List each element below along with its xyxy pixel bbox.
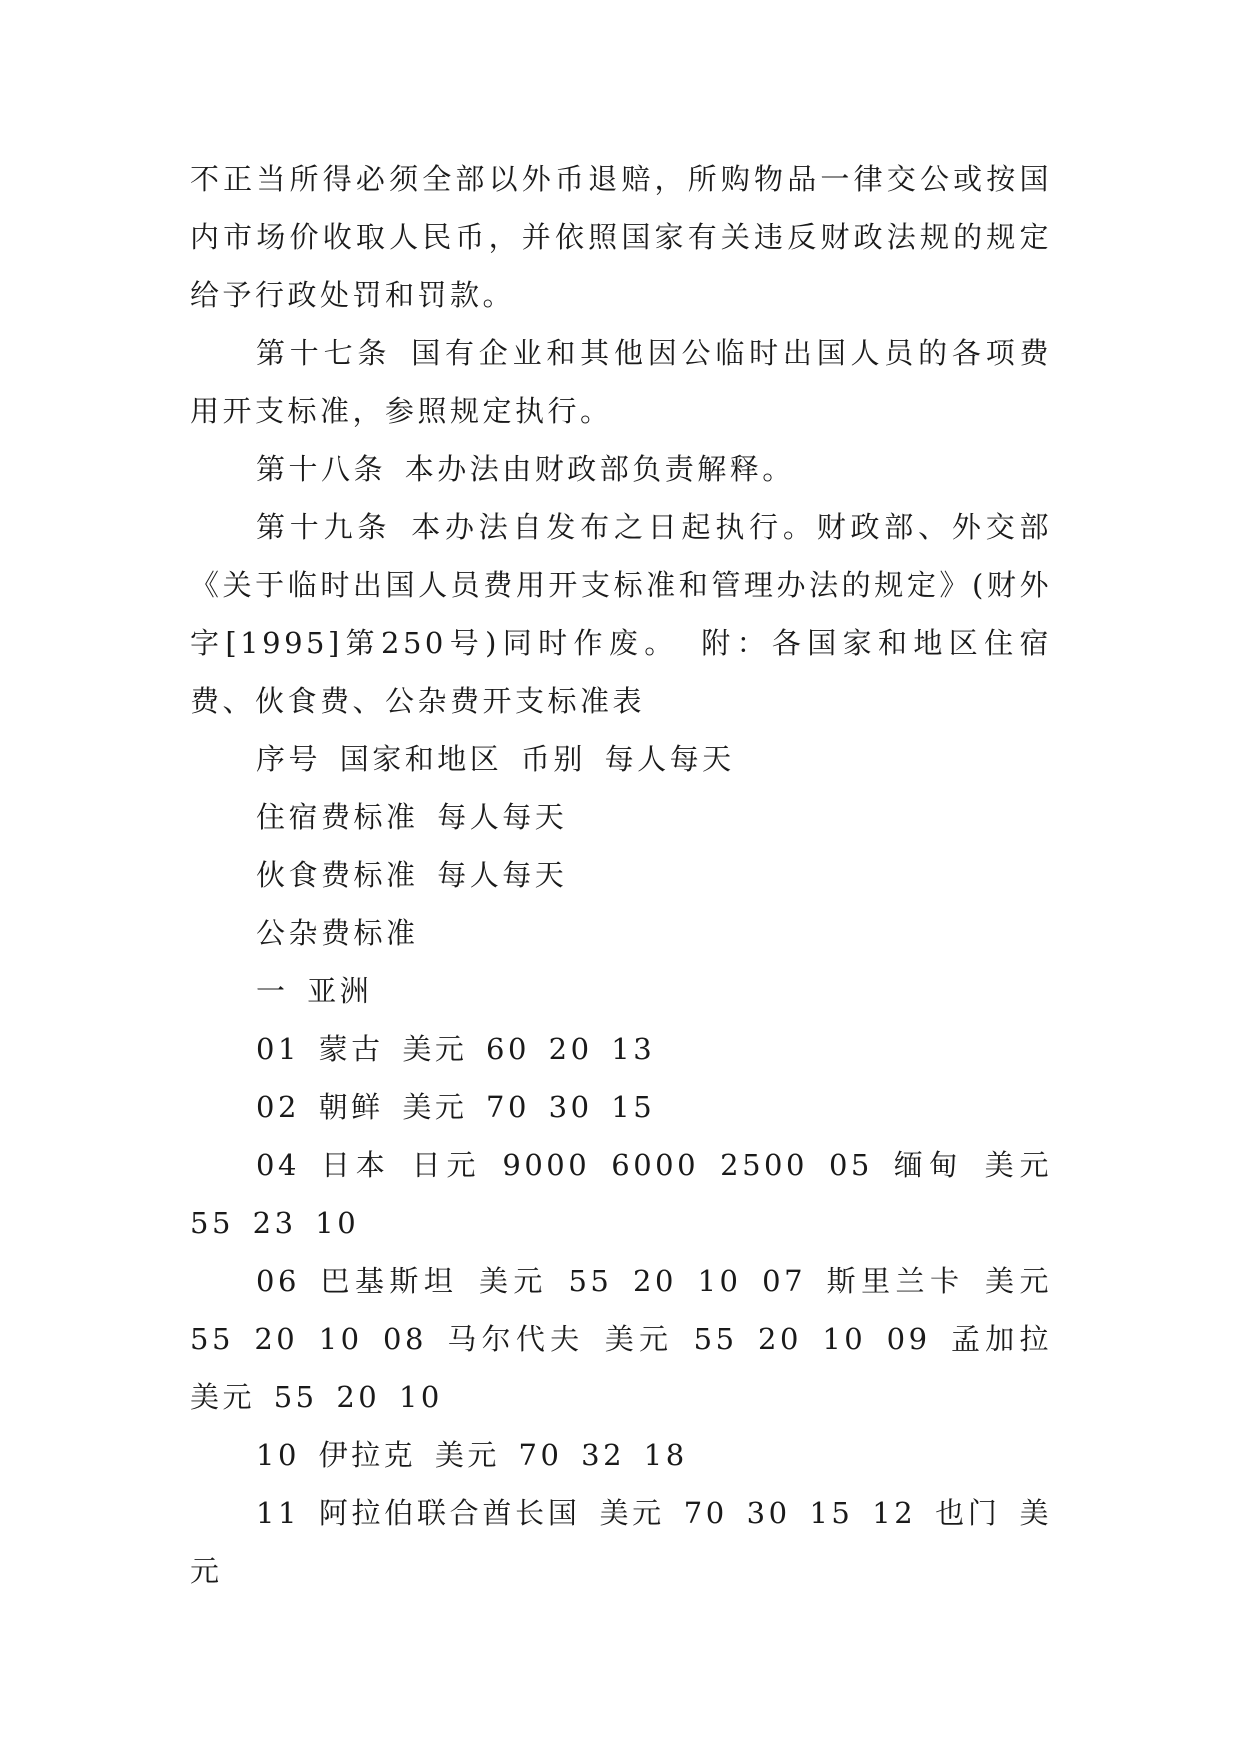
paragraph-article-18: 第十八条 本办法由财政部负责解释。 xyxy=(256,452,795,486)
table-header-line-1: 序号 国家和地区 币别 每人每天 xyxy=(256,742,735,776)
paragraph-article-17: 第十七条 国有企业和其他因公临时出国人员的各项费用开支标准，参照规定执行。 xyxy=(190,336,1052,428)
table-header-line-4: 公杂费标准 xyxy=(256,916,419,950)
table-row: 10 伊拉克 美元 70 32 18 xyxy=(256,1438,688,1472)
table-header-line-2: 住宿费标准 每人每天 xyxy=(256,800,568,834)
table-row: 11 阿拉伯联合酋长国 美元 70 30 15 12 也门 美元 xyxy=(190,1496,1052,1588)
table-row: 01 蒙古 美元 60 20 13 xyxy=(256,1032,656,1066)
paragraph-article-19: 第十九条 本办法自发布之日起执行。财政部、外交部《关于临时出国人员费用开支标准和管理办法的规定》(财外字[1995]第250号)同时作废。 附：各国家和地区住宿费、伙食费、公杂费开支标准表 xyxy=(190,510,1052,718)
table-row: 02 朝鲜 美元 70 30 15 xyxy=(256,1090,656,1124)
paragraph-penalty-clause: 不正当所得必须全部以外币退赔，所购物品一律交公或按国内市场价收取人民币，并依照国家有关违反财政法规的规定给予行政处罚和罚款。 xyxy=(190,162,1052,312)
section-heading-asia: 一 亚洲 xyxy=(256,974,373,1008)
table-row: 04 日本 日元 9000 6000 2500 05 缅甸 美元 55 23 10 xyxy=(190,1148,1052,1240)
document-body xyxy=(190,150,1052,1600)
table-row: 06 巴基斯坦 美元 55 20 10 07 斯里兰卡 美元 55 20 10 08 马尔代夫 美元 55 20 10 09 孟加拉 美元 55 20 10 xyxy=(190,1264,1052,1414)
table-header-line-3: 伙食费标准 每人每天 xyxy=(256,858,568,892)
